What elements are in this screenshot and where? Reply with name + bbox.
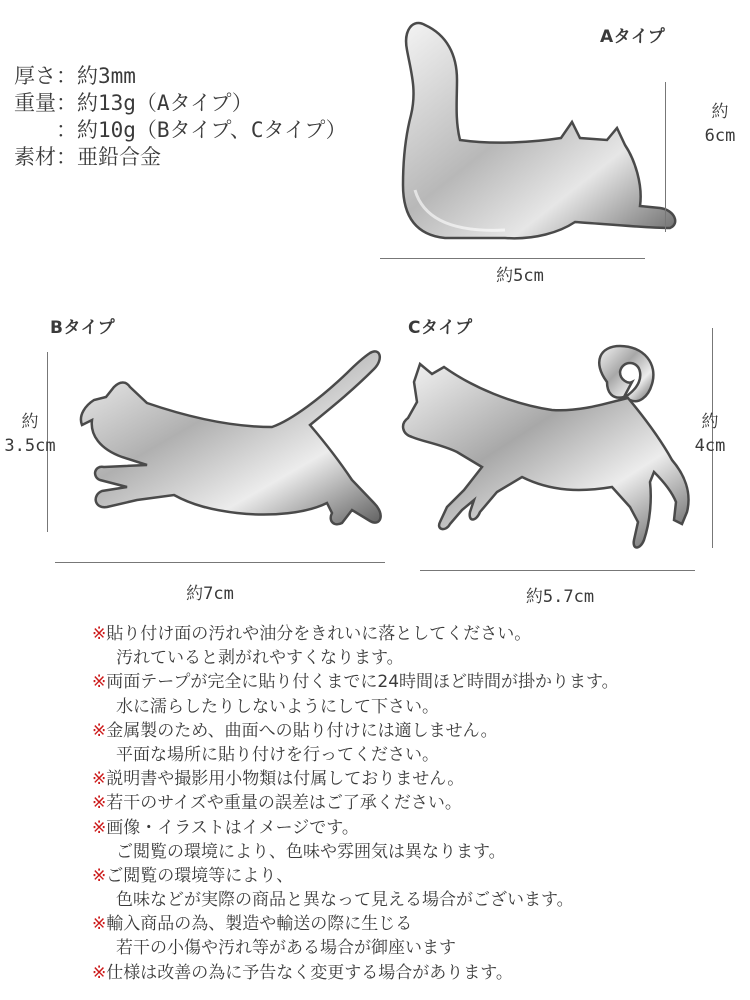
note-line <box>92 743 619 767</box>
note-text: 金属製のため、曲面への貼り付けには適しません。 <box>106 720 498 741</box>
note-item <box>92 961 619 985</box>
type-b-width-dim: 約7cm <box>186 584 234 604</box>
note-item <box>92 767 619 791</box>
notes-list <box>92 622 619 985</box>
spec-separator: ： <box>56 145 77 169</box>
type-c-dog-figure <box>392 342 702 557</box>
note-text: 貼り付け面の汚れや油分をきれいに落としてください。 <box>106 624 532 644</box>
type-b-label: Bタイプ <box>50 318 116 338</box>
note-text: 輸入商品の為、製造や輸送の際に生じる <box>106 914 413 935</box>
note-mark: ※ <box>92 793 107 814</box>
note-mark: ※ <box>92 962 107 983</box>
note-mark: ※ <box>92 769 107 790</box>
note-text: 平面な場所に貼り付けを行ってください。 <box>116 744 439 765</box>
note-mark: ※ <box>92 720 107 741</box>
note-item <box>92 864 619 912</box>
note-line <box>92 912 619 936</box>
type-b-width-line <box>55 562 385 563</box>
note-mark: ※ <box>92 817 107 838</box>
note-item <box>92 816 619 864</box>
spec-separator: ： <box>56 118 77 142</box>
note-text: 画像・イラストはイメージです。 <box>106 817 359 838</box>
note-line <box>92 791 619 815</box>
type-a-label: Aタイプ <box>600 27 666 47</box>
note-line <box>92 864 619 888</box>
spec-label: 厚さ <box>14 64 56 88</box>
type-c-label: Cタイプ <box>408 318 473 338</box>
note-item <box>92 719 619 767</box>
spec-value: 約13g（Aタイプ） <box>77 91 253 115</box>
spec-label: 重量 <box>14 91 56 115</box>
note-text: 汚れていると剥がれやすくなります。 <box>116 648 404 669</box>
spec-separator: ： <box>56 91 77 115</box>
note-mark: ※ <box>92 624 107 644</box>
spec-row <box>14 63 347 90</box>
type-c-width-dim: 約5.7cm <box>525 587 595 607</box>
type-a-cat-figure <box>385 10 685 260</box>
note-line <box>92 695 619 719</box>
note-mark: ※ <box>92 865 107 886</box>
type-a-height-dim: 約 6cm <box>704 102 736 146</box>
type-b-cat-figure <box>52 345 402 535</box>
spec-label: 素材 <box>14 145 56 169</box>
note-line <box>92 719 619 743</box>
spec-row <box>14 144 347 171</box>
note-line <box>92 816 619 840</box>
type-a-width-dim: 約5cm <box>496 266 544 286</box>
note-text: 仕様は改善の為に予告なく変更する場合があります。 <box>106 962 513 983</box>
note-line <box>92 961 619 985</box>
note-item <box>92 622 619 670</box>
type-a-height-line <box>665 82 666 232</box>
note-item <box>92 791 619 815</box>
spec-value: 亜鉛合金 <box>77 145 161 169</box>
type-c-width-line <box>420 570 695 571</box>
note-line <box>92 646 619 670</box>
note-line <box>92 936 619 960</box>
note-line <box>92 767 619 791</box>
spec-row <box>14 90 347 117</box>
note-text: 色味などが実際の商品と異なって見える場合がございます。 <box>116 890 574 911</box>
note-mark: ※ <box>92 914 107 935</box>
type-b-height-dim: 約 3.5cm <box>4 412 56 456</box>
note-line <box>92 670 619 694</box>
spec-value: 約10g（Bタイプ、Cタイプ） <box>77 118 347 142</box>
note-text: ご閲覧の環境等により、 <box>106 865 294 886</box>
note-item <box>92 670 619 718</box>
note-text: ご閲覧の環境により、色味や雰囲気は異なります。 <box>116 841 506 862</box>
note-line <box>92 888 619 912</box>
type-a-width-line <box>380 258 645 259</box>
note-line <box>92 840 619 864</box>
spec-separator: ： <box>56 64 77 88</box>
note-mark: ※ <box>92 672 107 693</box>
note-text: 両面テープが完全に貼り付くまでに24時間ほど時間が掛かります。 <box>106 672 619 693</box>
spec-block <box>14 63 347 171</box>
note-text: 説明書や撮影用小物類は付属しておりません。 <box>106 769 465 790</box>
type-c-height-dim: 約 4cm <box>694 412 726 456</box>
note-text: 若干の小傷や汚れ等がある場合が御座います <box>116 938 456 959</box>
note-text: 水に濡らしたりしないようにして下さい。 <box>116 696 439 717</box>
spec-row <box>14 117 347 144</box>
note-text: 若干のサイズや重量の誤差はご了承ください。 <box>106 793 462 814</box>
note-item <box>92 912 619 960</box>
note-line <box>92 622 619 646</box>
spec-value: 約3mm <box>77 64 136 88</box>
